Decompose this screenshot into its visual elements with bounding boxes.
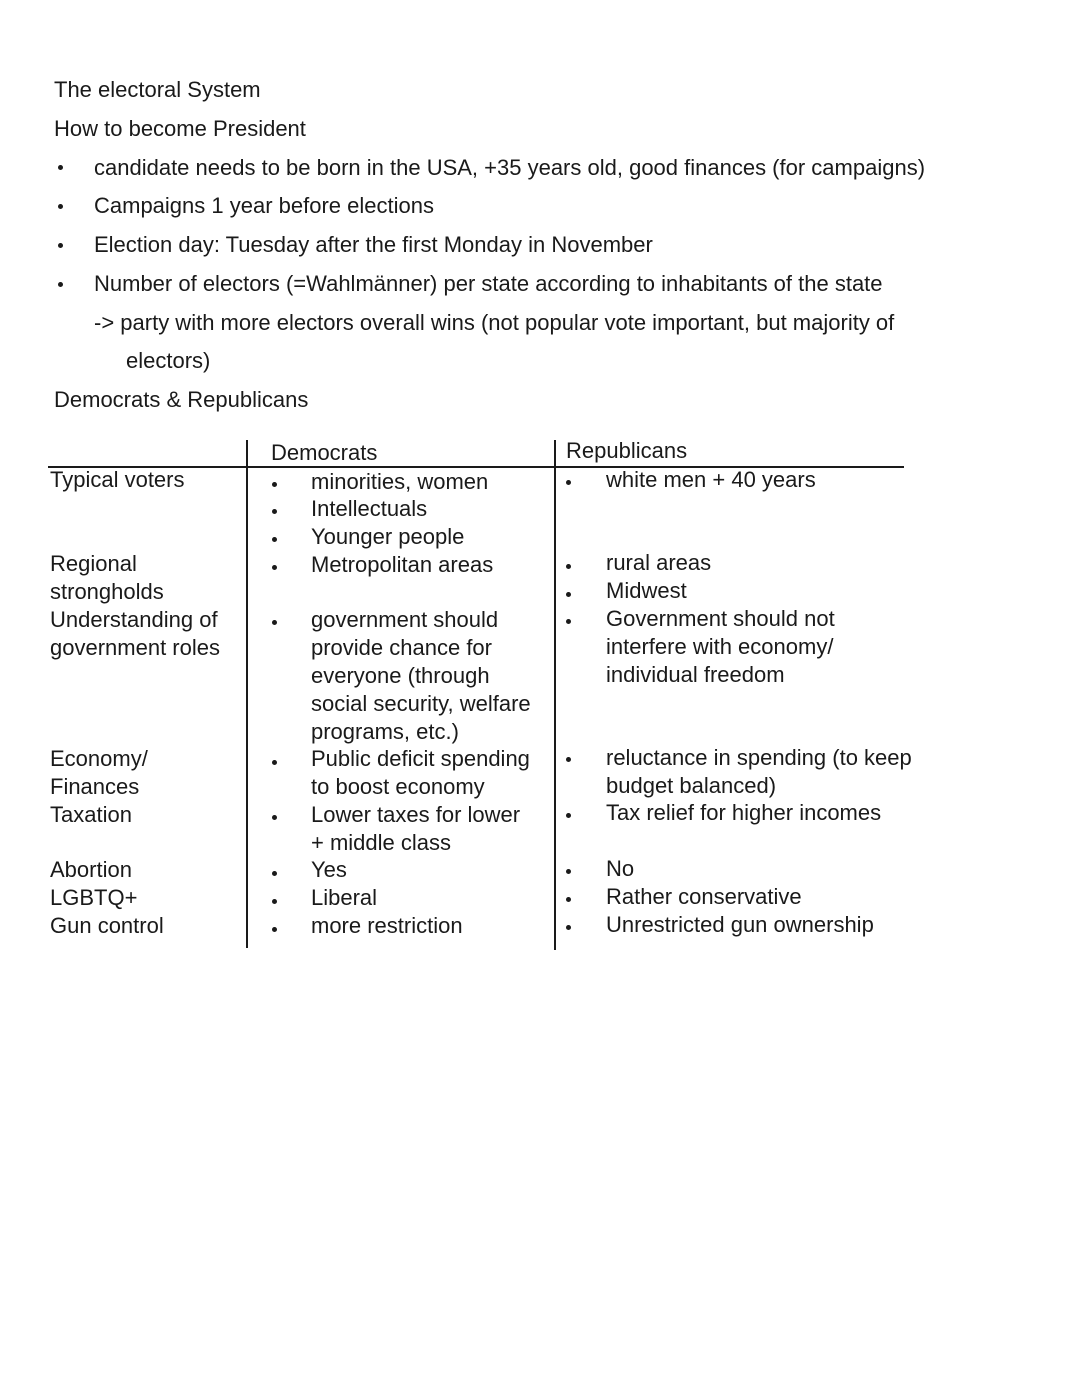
section-heading-parties: Democrats & Republicans — [54, 387, 309, 412]
rep-cell: Government should not — [606, 606, 835, 631]
bullet-icon — [272, 927, 277, 932]
dem-cell: Intellectuals — [311, 496, 428, 521]
bullet-icon — [272, 815, 277, 820]
dem-cell: Lower taxes for lower — [311, 802, 521, 827]
bullet-icon — [566, 592, 571, 597]
row-label-taxation: Taxation — [50, 802, 132, 827]
row-label-typical-voters: Typical voters — [50, 467, 185, 492]
bullet-icon — [58, 282, 63, 287]
bullet-item: Campaigns 1 year before elections — [94, 193, 434, 218]
dem-cell: Public deficit spending — [311, 746, 530, 771]
dem-cell: more restriction — [311, 913, 463, 938]
bullet-icon — [566, 757, 571, 762]
row-label-lgbtq: LGBTQ+ — [50, 885, 138, 910]
bullet-item: Election day: Tuesday after the first Monday in November — [94, 232, 653, 257]
table-column-divider — [246, 440, 248, 948]
rep-cell: budget balanced) — [606, 773, 777, 798]
bullet-icon — [272, 565, 277, 570]
bullet-icon — [272, 760, 277, 765]
arrow-note-line: -> party with more electors overall wins (not popular vote important, but majority of — [94, 310, 895, 335]
rep-cell: white men + 40 years — [606, 467, 816, 492]
bullet-icon — [566, 813, 571, 818]
bullet-icon — [566, 897, 571, 902]
rep-cell: rural areas — [606, 550, 712, 575]
row-label-government: government roles — [50, 635, 220, 660]
bullet-icon — [58, 165, 63, 170]
bullet-icon — [58, 204, 63, 209]
bullet-icon — [566, 869, 571, 874]
dem-cell: Liberal — [311, 885, 378, 910]
rep-cell: Unrestricted gun ownership — [606, 912, 874, 937]
table-column-divider — [554, 440, 556, 950]
bullet-icon — [272, 620, 277, 625]
bullet-item: Number of electors (=Wahlmänner) per state according to inhabitants of the state — [94, 271, 883, 296]
bullet-icon — [566, 925, 571, 930]
header-democrats: Democrats — [271, 440, 378, 465]
row-label-regional: strongholds — [50, 579, 164, 604]
rep-cell: individual freedom — [606, 662, 785, 687]
bullet-icon — [272, 871, 277, 876]
arrow-note-line: electors) — [126, 348, 211, 373]
rep-cell: No — [606, 856, 635, 881]
dem-cell: + middle class — [311, 830, 452, 855]
dem-cell: Metropolitan areas — [311, 552, 494, 577]
dem-cell: everyone (through — [311, 663, 490, 688]
bullet-icon — [272, 537, 277, 542]
bullet-icon — [272, 509, 277, 514]
dem-cell: Yes — [311, 857, 347, 882]
rep-cell: Tax relief for higher incomes — [606, 800, 882, 825]
bullet-icon — [272, 482, 277, 487]
dem-cell: government should — [311, 607, 499, 632]
row-label-gun-control: Gun control — [50, 913, 164, 938]
bullet-icon — [58, 243, 63, 248]
bullet-icon — [566, 564, 571, 569]
section-heading-president: How to become President — [54, 116, 306, 141]
rep-cell: reluctance in spending (to keep — [606, 745, 912, 770]
document-title: The electoral System — [54, 77, 261, 102]
row-label-abortion: Abortion — [50, 857, 132, 882]
dem-cell: to boost economy — [311, 774, 485, 799]
rep-cell: Midwest — [606, 578, 687, 603]
row-label-economy: Finances — [50, 774, 140, 799]
bullet-icon — [566, 619, 571, 624]
dem-cell: programs, etc.) — [311, 719, 459, 744]
row-label-government: Understanding of — [50, 607, 218, 632]
row-label-regional: Regional — [50, 551, 137, 576]
header-republicans: Republicans — [566, 438, 688, 463]
bullet-icon — [566, 480, 571, 485]
row-label-economy: Economy/ — [50, 746, 148, 771]
dem-cell: minorities, women — [311, 469, 489, 494]
dem-cell: social security, welfare — [311, 691, 531, 716]
dem-cell: provide chance for — [311, 635, 492, 660]
bullet-item: candidate needs to be born in the USA, +35 years old, good finances (for campaigns) — [94, 155, 926, 180]
bullet-icon — [272, 899, 277, 904]
rep-cell: interfere with economy/ — [606, 634, 834, 659]
rep-cell: Rather conservative — [606, 884, 802, 909]
dem-cell: Younger people — [311, 524, 465, 549]
